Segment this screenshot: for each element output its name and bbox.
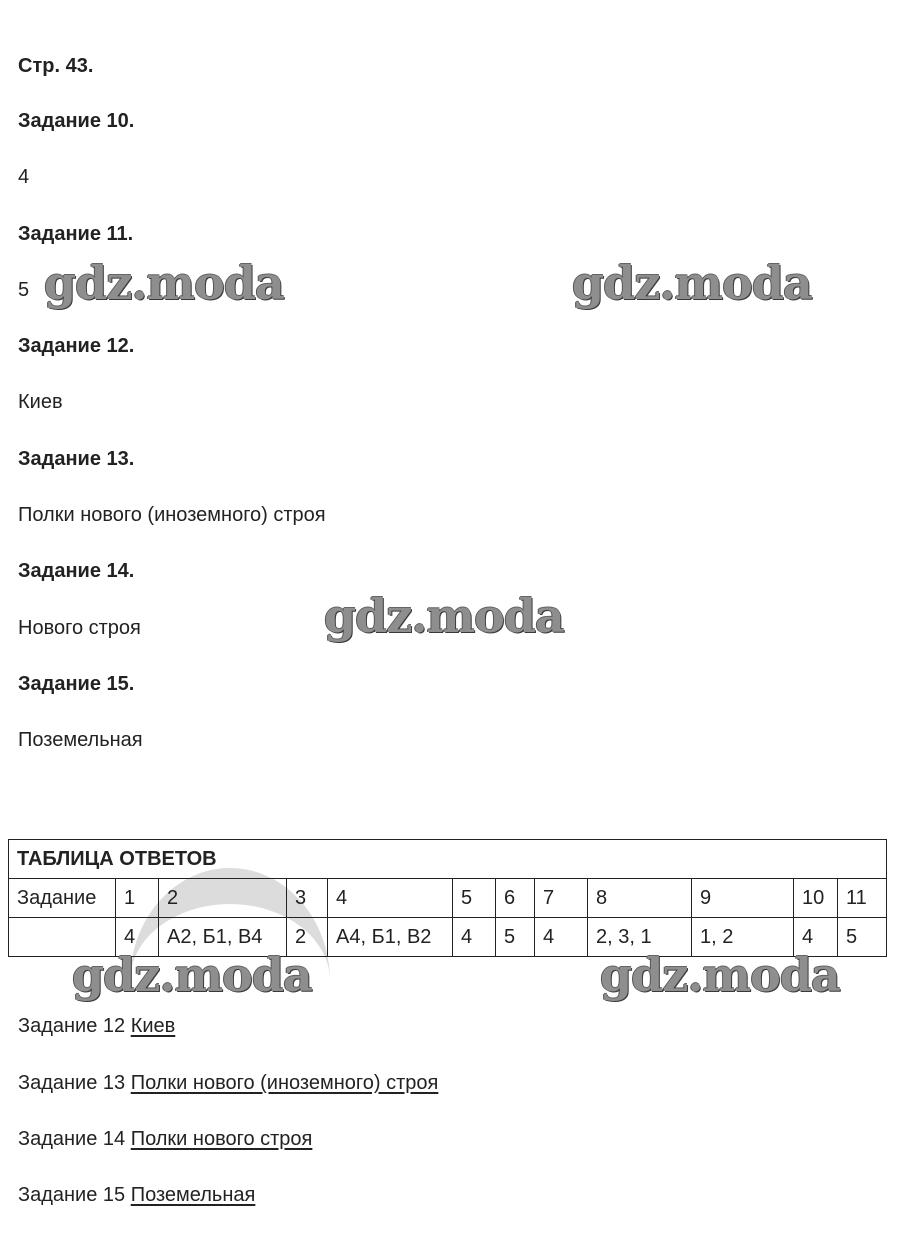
extra-answer-line: [18, 1071, 438, 1095]
task-answer: Киев: [18, 391, 63, 413]
extra-label: Задание 15: [18, 1184, 126, 1206]
task-number-cell: 2: [159, 879, 287, 918]
task-number-cell: 9: [692, 879, 794, 918]
task-answer: 4: [18, 166, 30, 188]
task-number-cell: 8: [588, 879, 692, 918]
task-heading: Задание 15.: [18, 673, 135, 695]
watermark-logo: gdz.moda: [44, 256, 284, 310]
task-number-cell: 11: [838, 879, 887, 918]
extra-answer-line: [18, 1183, 255, 1207]
task-answer: Полки нового (иноземного) строя: [18, 504, 326, 526]
answer-table-row-label: Задание: [9, 879, 116, 918]
answer-cell: 5: [496, 918, 535, 957]
extra-answer-line: [18, 1014, 175, 1038]
extra-label: Задание 12: [18, 1015, 126, 1037]
task-heading: Задание 12.: [18, 335, 135, 357]
task-number-cell: 3: [287, 879, 328, 918]
extra-answer: Полки нового строя: [130, 1128, 313, 1150]
answer-cell: 2: [287, 918, 328, 957]
answer-table-numbers-row: [9, 879, 887, 918]
task-answer: 5: [18, 279, 30, 301]
task-heading: Задание 13.: [18, 448, 135, 470]
answer-cell: 1, 2: [692, 918, 794, 957]
answer-cell: А4, Б1, В2: [328, 918, 453, 957]
answer-cell: 2, 3, 1: [588, 918, 692, 957]
answer-cell: А2, Б1, В4: [159, 918, 287, 957]
answer-cell: 4: [453, 918, 496, 957]
extra-answer-line: [18, 1127, 312, 1151]
task-number-cell: 10: [794, 879, 838, 918]
answer-cell: 4: [116, 918, 159, 957]
extra-answer: Поземельная: [130, 1184, 256, 1206]
watermark-logo: gdz.moda: [72, 948, 312, 1002]
task-heading: Задание 10.: [18, 110, 135, 132]
watermark-logo: gdz.moda: [600, 948, 840, 1002]
answer-table: [8, 839, 887, 957]
task-answer: Поземельная: [18, 729, 143, 751]
page-number: Стр. 43.: [18, 55, 94, 77]
answer-table-title: ТАБЛИЦА ОТВЕТОВ: [9, 840, 887, 879]
task-number-cell: 5: [453, 879, 496, 918]
watermark-logo: gdz.moda: [572, 256, 812, 310]
task-answer: Нового строя: [18, 617, 141, 639]
task-number-cell: 7: [535, 879, 588, 918]
task-number-cell: 4: [328, 879, 453, 918]
task-number-cell: 6: [496, 879, 535, 918]
answer-table-title-row: [9, 840, 887, 879]
answer-cell: 4: [794, 918, 838, 957]
task-heading: Задание 11.: [18, 223, 134, 245]
extra-answer: Киев: [130, 1015, 176, 1037]
answer-cell: 5: [838, 918, 887, 957]
task-heading: Задание 14.: [18, 560, 135, 582]
answer-cell: 4: [535, 918, 588, 957]
extra-label: Задание 14: [18, 1128, 126, 1150]
extra-label: Задание 13: [18, 1072, 126, 1094]
task-number-cell: 1: [116, 879, 159, 918]
extra-answer: Полки нового (иноземного) строя: [130, 1072, 439, 1094]
watermark-logo: gdz.moda: [324, 589, 564, 643]
